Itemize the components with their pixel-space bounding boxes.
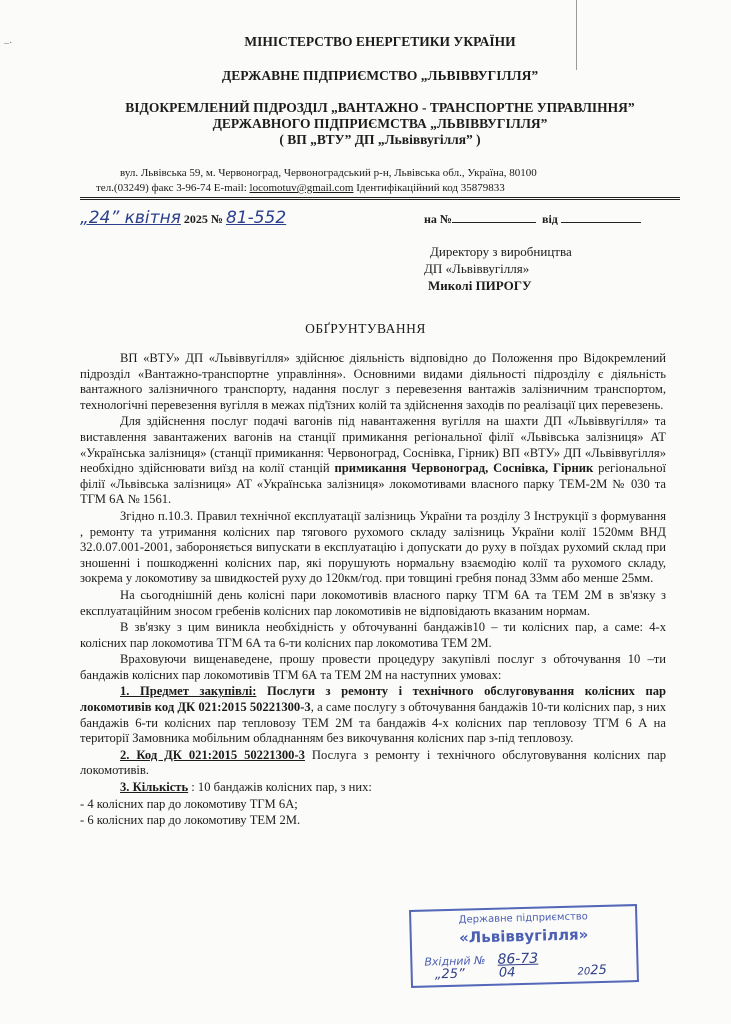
section-2 bbox=[80, 748, 666, 779]
margin-mark: –· bbox=[4, 38, 13, 49]
section-3-heading: 3. Кількість bbox=[120, 780, 189, 795]
paragraph-1: ВП «ВТУ» ДП «Львіввугілля» здійснює діяльність відповідно до Положення про Відокремлений підрозділ «Вантажно-транспортне управління». Основними видами діяльності підрозділу є діяльність вантажного залізничного транспорту, надання послуг з перевезення вантажів залізничним транспортом, технологічні перевезення вугілля в межах під'їзних колій та здійснення заходів по реалізації цих перевезень. bbox=[80, 351, 666, 412]
division-line-2: ДЕРЖАВНОГО ПІДПРИЄМСТВА „ЛЬВІВВУГІЛЛЯ” bbox=[212, 116, 548, 131]
division-line-1: ВІДОКРЕМЛЕНИЙ ПІДРОЗДІЛ „ВАНТАЖНО - ТРАНСПОРТНЕ УПРАВЛІННЯ” bbox=[125, 100, 635, 115]
incoming-date-label: від bbox=[541, 212, 558, 226]
stamp-month: 04 bbox=[498, 965, 516, 981]
handwritten-date: „24” квітня bbox=[80, 208, 181, 228]
paragraph-2-bold: примикання Червоноград, Соснівка, Гірник bbox=[334, 461, 594, 476]
email-link[interactable]: locomotuv@gmail.com bbox=[249, 182, 354, 194]
section-2-text: Послуга з ремонту і технічного обслуговування колісних пар локомотивів. bbox=[80, 747, 666, 778]
division-line-3: ( ВП „ВТУ” ДП „Львіввугілля” ) bbox=[279, 132, 481, 147]
enterprise-heading: ДЕРЖАВНЕ ПІДПРИЄМСТВО „ЛЬВІВВУГІЛЛЯ” bbox=[221, 68, 539, 83]
contacts-line bbox=[96, 182, 505, 194]
section-3-item-2: - 6 колісних пар до локомотиву ТЕМ 2М. bbox=[80, 813, 301, 828]
stamp-day: „25” bbox=[434, 966, 465, 983]
ident-text: Ідентифікаційний код 35879833 bbox=[353, 182, 505, 194]
outgoing-reference bbox=[80, 208, 286, 228]
paragraph-6: Враховуючи вищенаведене, прошу провести процедуру закупівлі послуг з обточування 10 –ти бандажів колісних пар локомотивів ТГМ 6А та ТЕМ 2М на наступних умовах: bbox=[80, 652, 666, 682]
stamp-org-line: Державне підприємство bbox=[458, 911, 588, 926]
stamp-year-prefix: 20 bbox=[577, 966, 591, 978]
incoming-date-blank bbox=[561, 212, 641, 223]
document-body bbox=[80, 351, 666, 830]
paragraph-4: На сьогоднішній день колісні пари локомотивів власного парку ТГМ 6А та ТЕМ 2М в зв'язку з експлуатаційним зносом гребенів колісних пар локомотивів не відповідають вказаним нормам. bbox=[80, 587, 666, 618]
handwritten-number: 81-552 bbox=[225, 208, 287, 228]
paragraph-2-text: Для здійснення послуг подачі вагонів під навантаження вугілля на шахти ДП «Львіввугілля» та виставлення завантажених вагонів на станції примикання регіональної філії «Львівська залізниця» АТ «Українська залізниця» (станції примикання: Червоноград, Соснівка, Гірник) ВП «ВТУ» ДП «Львіввугілля» необхідно здійснювати виїзд на колії станцій bbox=[80, 414, 666, 476]
address-line: вул. Львівська 59, м. Червоноград, Червоноградський р-н, Львівська обл., Україна, 80100 bbox=[120, 167, 537, 179]
addressee-position: Директору з виробництва bbox=[430, 244, 572, 259]
division-heading bbox=[60, 100, 700, 148]
document-title: ОБҐРУНТУВАННЯ bbox=[305, 321, 426, 336]
stamp-year: 25 bbox=[590, 962, 607, 979]
section-1-heading: 1. Предмет закупівлі: bbox=[120, 684, 257, 699]
section-3-item-1: - 4 колісних пар до локомотиву ТГМ 6А; bbox=[80, 796, 298, 811]
ministry-heading: МІНІСТЕРСТВО ЕНЕРГЕТИКИ УКРАЇНИ bbox=[244, 34, 516, 49]
outgoing-year: 2025 № bbox=[180, 212, 226, 226]
stamp-number-label: Вхідний № bbox=[424, 954, 486, 969]
section-2-heading: 2. Код ДК 021:2015 50221300-3 bbox=[120, 747, 305, 762]
incoming-number-label: на № bbox=[424, 212, 452, 226]
incoming-reference bbox=[424, 212, 641, 227]
section-1-bold: Послуги з ремонту і технічного обслуговування колісних пар локомотивів код ДК 021:2015 50221300-3 bbox=[80, 684, 666, 715]
incoming-number-blank bbox=[452, 212, 536, 223]
paragraph-2-tail: регіональної філії «Львівська залізниця» АТ «Українська залізниця» локомотивами власного парку ТЕМ-2М № 030 та ТГМ 6А № 1561. bbox=[80, 461, 667, 507]
addressee-org: ДП «Львіввугілля» bbox=[424, 261, 530, 276]
paragraph-2 bbox=[80, 414, 666, 508]
paragraph-5: В зв'язку з цим виникла необхідність у обточуванні бандажів10 – ти колісних пар, а саме: 4-х колісних пар локомотива ТГМ 6А та 6-ти колісних пар локомотива ТЕМ 2М. bbox=[80, 620, 666, 650]
addressee-name: Миколі ПИРОГУ bbox=[428, 278, 532, 293]
section-1-text: , а саме послугу з обточування бандажів 10-ти колісних пар, з них бандажів 6-ти колісних пар тепловозу ТЕМ 2М та бандажів 4-х колісних пар тепловозу ТГМ 6 А на території Замовника мобільним обладнанням без викочування колісних пар з-під тепловозу. bbox=[80, 700, 666, 746]
addressee-block bbox=[424, 243, 572, 294]
section-1 bbox=[80, 684, 666, 746]
section-3-text: : 10 бандажів колісних пар, з них: bbox=[188, 780, 372, 795]
incoming-registration-stamp bbox=[409, 904, 639, 988]
stamp-number-value: 86-73 bbox=[497, 950, 539, 968]
section-3 bbox=[80, 780, 666, 796]
phone-text: тел.(03249) факс 3-96-74 E-mail: bbox=[96, 182, 250, 194]
header-divider bbox=[80, 197, 680, 198]
stamp-org-name: «Львіввугілля» bbox=[458, 925, 589, 947]
header-divider-2 bbox=[80, 199, 680, 200]
paragraph-3: Згідно п.10.3. Правил технічної експлуатації залізниць України та розділу 3 Інструкції з формування , ремонту та утримання колісних пар тягового рухомого складу залізниць України колії 1520мм ВНД 32.0.07.001-2001, забороняється випускати в експлуатацію і допускати до руху в поїздах рухомий склад при зношенні і пошкодженні колісних пар, які порушують нормальну взаємодію колії та рухомого складу, зокрема у локомотиву за швидкостей руху до 120км/год. при товщині гребня понад 33мм або менше 25мм. bbox=[80, 508, 666, 586]
